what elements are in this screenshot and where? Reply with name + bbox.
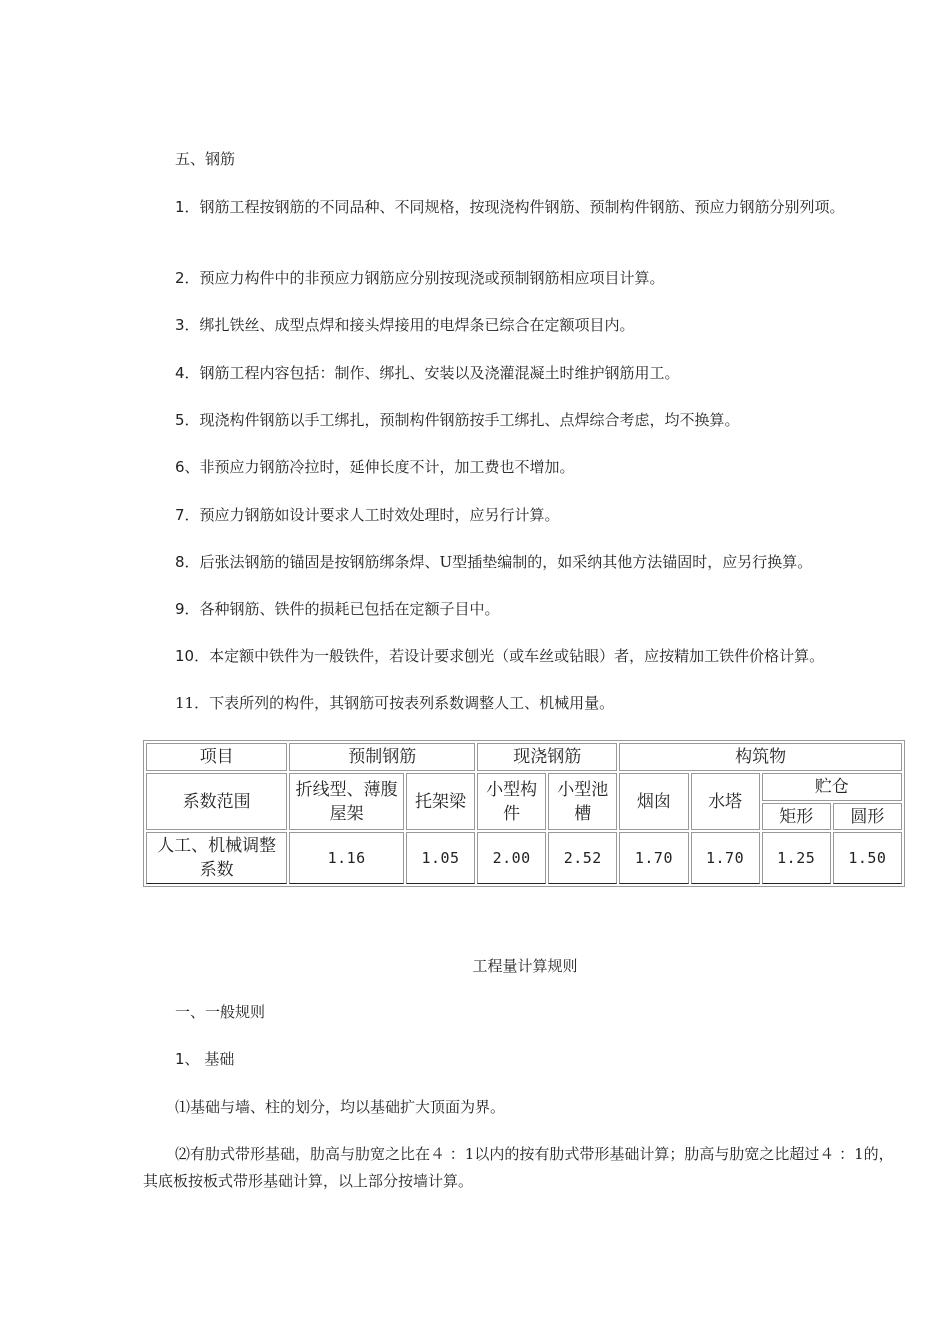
item-number: 3． [175, 316, 200, 334]
item-number: 9． [175, 600, 200, 618]
list-item-8 [143, 549, 907, 576]
section-title: 五、钢筋 [175, 150, 236, 168]
row-label: 人工、机械调整系数 [146, 832, 287, 884]
list-item-5 [143, 407, 907, 434]
table-cell: 1.25 [762, 832, 831, 884]
item-number: 11． [175, 694, 210, 712]
rules-general-heading: 一、一般规则 [175, 1003, 266, 1021]
list-item-3 [143, 312, 907, 339]
table-cell: 1.50 [833, 832, 902, 884]
header-structures: 构筑物 [619, 743, 902, 771]
col-circular: 圆形 [833, 803, 902, 830]
rules-title: 工程量计算规则 [472, 957, 578, 975]
item-text: 预应力构件中的非预应力钢筋应分别按现浇或预制钢筋相应项目计算。 [199, 269, 665, 287]
item-text: 钢筋工程按钢筋的不同品种、不同规格，按现浇构件钢筋、预制构件钢筋、预应力钢筋分别列项。 [199, 198, 845, 216]
col-chimney: 烟囱 [619, 773, 688, 830]
header-range: 系数范围 [146, 773, 287, 830]
rules-paragraph-1: ⑴基础与墙、柱的划分，均以基础扩大顶面为界。 [175, 1098, 506, 1116]
item-text: 现浇构件钢筋以手工绑扎，预制构件钢筋按手工绑扎、点焊综合考虑，均不换算。 [199, 411, 740, 429]
list-item-1 [143, 194, 907, 221]
item-text: 非预应力钢筋冷拉时，延伸长度不计，加工费也不增加。 [199, 458, 575, 476]
list-item-4 [143, 360, 907, 387]
list-item-11 [143, 690, 907, 717]
item-text: 预应力钢筋如设计要求人工时效处理时，应另行计算。 [199, 506, 560, 524]
item-text: 本定额中铁件为一般铁件，若设计要求刨光（或车丝或钻眼）者，应按精加工铁件价格计算。 [209, 647, 825, 665]
item-text: 各种钢筋、铁件的损耗已包括在定额子目中。 [199, 600, 500, 618]
item-text: 下表所列的构件，其钢筋可按表列系数调整人工、机械用量。 [209, 694, 615, 712]
item-number: 1、 [175, 1050, 200, 1068]
item-number: 4． [175, 364, 200, 382]
col-folded-truss: 折线型、薄腹屋架 [289, 773, 404, 830]
list-item-2 [143, 265, 907, 292]
list-item-7 [143, 502, 907, 529]
item-text: 后张法钢筋的锚固是按钢筋绑条焊、U型插垫编制的，如采纳其他方法锚固时，应另行换算。 [199, 553, 813, 571]
col-silo: 贮仓 [762, 773, 902, 801]
table-cell: 2.52 [548, 832, 617, 884]
item-text: 钢筋工程内容包括：制作、绑扎、安装以及浇灌混凝土时维护钢筋用工。 [199, 364, 680, 382]
item-number: 1． [175, 198, 200, 216]
list-item-6 [143, 454, 907, 481]
table-cell: 2.00 [477, 832, 546, 884]
col-bracket-beam: 托架梁 [406, 773, 475, 830]
table-cell: 1.70 [691, 832, 760, 884]
item-text: 绑扎铁丝、成型点焊和接头焊接用的电焊条已综合在定额项目内。 [199, 316, 635, 334]
item-text: 基础 [199, 1050, 235, 1068]
item-number: 2． [175, 269, 200, 287]
header-precast: 预制钢筋 [289, 743, 475, 771]
col-rectangular: 矩形 [762, 803, 831, 830]
item-number: 7． [175, 506, 200, 524]
header-cast-in-place: 现浇钢筋 [477, 743, 617, 771]
item-number: 10． [175, 647, 210, 665]
table-cell: 1.05 [406, 832, 475, 884]
rules-paragraph-2: ⑵有肋式带形基础，肋高与肋宽之比在４ ：1以内的按有肋式带形基础计算；肋高与肋宽之比超过４ ：1的，其底板按板式带形基础计算，以上部分按墙计算。 [143, 1145, 894, 1190]
list-item-10 [143, 643, 907, 670]
table-cell: 1.16 [289, 832, 404, 884]
list-item-9 [143, 596, 907, 623]
col-water-tower: 水塔 [691, 773, 760, 830]
col-small-tank: 小型池槽 [548, 773, 617, 830]
header-item: 项目 [146, 743, 287, 771]
rules-foundation-heading [143, 1046, 907, 1073]
col-small-member: 小型构件 [477, 773, 546, 830]
table-cell: 1.70 [619, 832, 688, 884]
coefficient-table [143, 740, 905, 887]
item-number: 5． [175, 411, 200, 429]
item-number: 8． [175, 553, 200, 571]
item-number: 6、 [175, 458, 200, 476]
